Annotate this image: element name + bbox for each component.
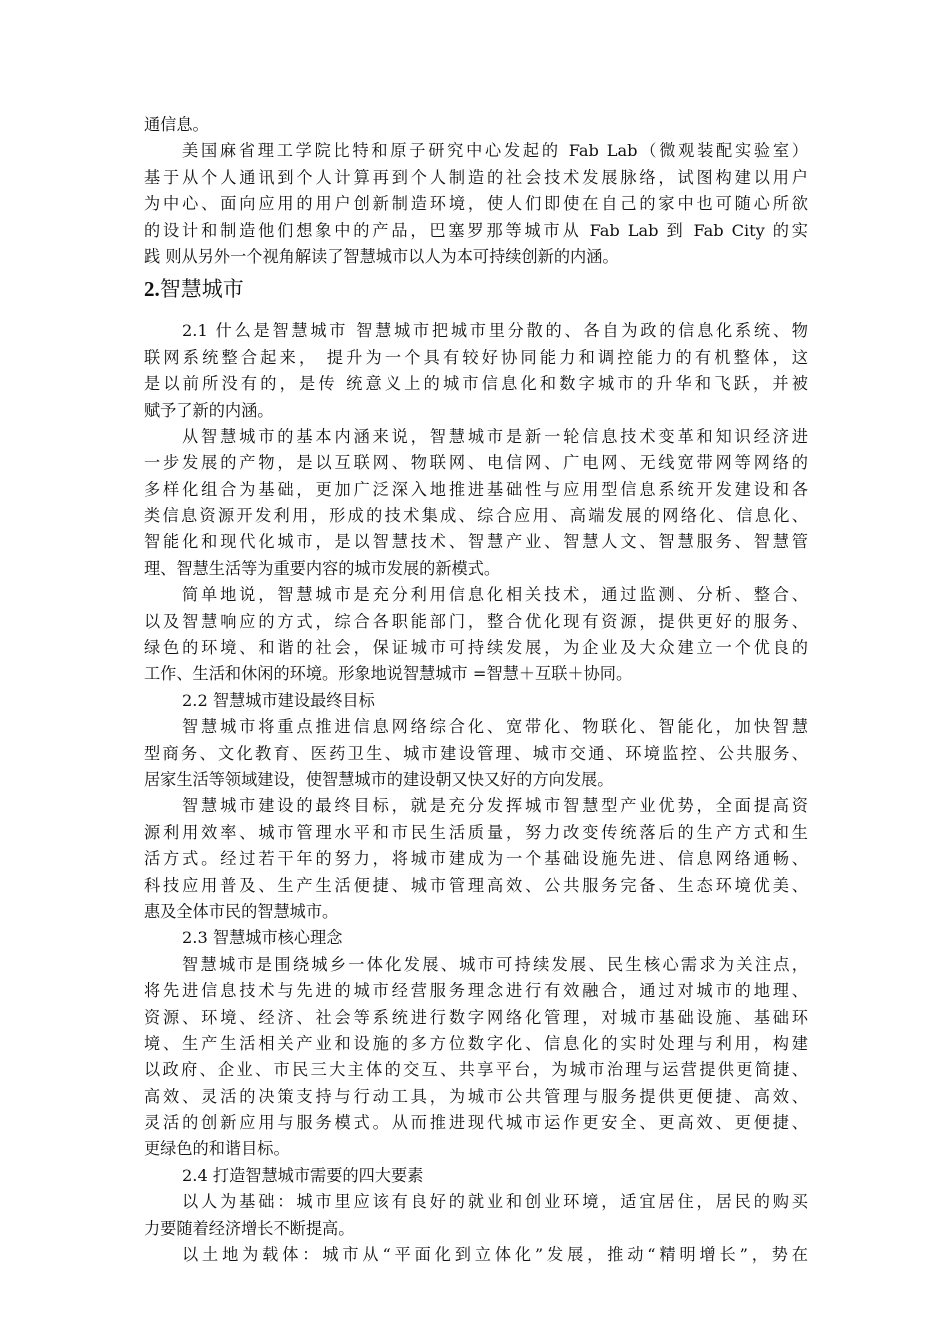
section-title: 智慧城市 [159,277,244,302]
subsection-2-2-title: 2.2 智慧城市建设最终目标 [182,690,375,710]
intro-text-line: 美国麻省理工学院比特和原子研究中心发起的 Fab Lab（微观装配实验室） [182,141,808,161]
section-number: 2. [144,277,160,302]
subsection-2-3-line: 资源、环境、经济、社会等系统进行数字网络化管理，对城市基础设施、基础环 [144,1007,808,1027]
basic-meaning-line: 一步发展的产物，是以互联网、物联网、电信网、广电网、无线宽带网等网络的 [144,453,808,473]
basic-meaning-line: 类信息资源开发利用，形成的技术集成、综合应用、高端发展的网络化、信息化、 [144,506,808,526]
subsection-2-4-title: 2.4 打造智慧城市需要的四大要素 [182,1165,424,1185]
subsection-2-4-line: 以人为基础：城市里应该有良好的就业和创业环境，适宜居住，居民的购买 [182,1192,808,1212]
simple-definition-line: 以及智慧响应的方式，综合各职能部门，整合优化现有资源，提供更好的服务、 [144,611,808,631]
subsection-2-3-line: 智慧城市是围绕城乡一体化发展、城市可持续发展、民生核心需求为关注点， [182,954,808,974]
subsection-2-2-line: 源利用效率、城市管理水平和市民生活质量，努力改变传统落后的生产方式和生 [144,822,808,842]
subsection-2-1-line: 2.1 什么是智慧城市 智慧城市把城市里分散的、各自为政的信息化系统、物 [182,321,808,341]
subsection-2-2-line: 型商务、文化教育、医药卫生、城市建设管理、城市交通、环境监控、公共服务、 [144,743,808,763]
subsection-2-1-line: 联网系统整合起来， 提升为一个具有较好协同能力和调控能力的有机整体，这 [144,347,808,367]
subsection-2-1-line: 赋予了新的内涵。 [144,400,274,420]
intro-text-line: 通信息。 [144,115,209,134]
intro-text-line: 践 则从另外一个视角解读了智慧城市以人为本可持续创新的内涵。 [144,246,619,266]
simple-definition-line: 简单地说，智慧城市是充分利用信息化相关技术，通过监测、分析、整合、 [182,585,808,605]
subsection-2-2-line: 惠及全体市民的智慧城市。 [144,901,339,921]
subsection-2-3-line: 更绿色的和谐目标。 [144,1139,290,1159]
intro-text-line: 的设计和制造他们想象中的产品，巴塞罗那等城市从 Fab Lab 到 Fab City 的实 [144,220,808,240]
subsection-2-2-line: 科技应用普及、生产生活便捷、城市管理高效、公共服务完备、生态环境优美、 [144,875,808,895]
subsection-2-2-line: 智慧城市建设的最终目标，就是充分发挥城市智慧型产业优势，全面提高资 [182,796,808,816]
subsection-2-3-line: 境、生产生活相关产业和设施的多方位数字化、信息化的实时处理与利用，构建 [144,1033,808,1053]
subsection-2-2-line: 居家生活等领域建设，使智慧城市的建设朝又快又好的方向发展。 [144,769,614,789]
subsection-2-3-line: 以政府、企业、市民三大主体的交互、共享平台，为城市治理与运营提供更简捷、 [144,1060,808,1080]
intro-text-line: 为中心、面向应用的用户创新制造环境，使人们即使在自己的家中也可随心所欲 [144,194,808,214]
subsection-2-2-line: 智慧城市将重点推进信息网络综合化、宽带化、物联化、智能化，加快智慧 [182,717,808,737]
subsection-2-3-line: 灵活的创新应用与服务模式。从而推进现代城市运作更安全、更高效、更便捷、 [144,1113,808,1133]
subsection-2-4-line: 以土地为载体：城市从“平面化到立体化”发展，推动“精明增长”，势在 [182,1245,808,1265]
subsection-2-3-line: 将先进信息技术与先进的城市经营服务理念进行有效融合，通过对城市的地理、 [144,981,808,1001]
subsection-2-4-line: 力要随着经济增长不断提高。 [144,1218,355,1238]
subsection-2-3-line: 高效、灵活的决策支持与行动工具，为城市公共管理与服务提供更便捷、高效、 [144,1086,808,1106]
subsection-2-3-title: 2.3 智慧城市核心理念 [182,928,343,948]
basic-meaning-line: 智能化和现代化城市，是以智慧技术、智慧产业、智慧人文、智慧服务、智慧管 [144,532,808,552]
subsection-2-1-line: 是以前所没有的，是传 统意义上的城市信息化和数字城市的升华和飞跃，并被 [144,374,808,394]
basic-meaning-line: 理、智慧生活等为重要内容的城市发展的新模式。 [144,558,501,578]
basic-meaning-line: 多样化组合为基础，更加广泛深入地推进基础性与应用型信息系统开发建设和各 [144,479,808,499]
basic-meaning-line: 从智慧城市的基本内涵来说，智慧城市是新一轮信息技术变革和知识经济进 [182,426,808,446]
simple-definition-line: 工作、生活和休闲的环境。形象地说智慧城市 =智慧＋互联＋协同。 [144,664,633,684]
document-page [144,112,808,1268]
intro-text-line: 基于从个人通讯到个人计算再到个人制造的社会技术发展脉络，试图构建以用户 [144,167,808,187]
simple-definition-line: 绿色的环境、和谐的社会，保证城市可持续发展，为企业及大众建立一个优良的 [144,638,808,658]
subsection-2-2-line: 活方式。经过若干年的努力，将城市建成为一个基础设施先进、信息网络通畅、 [144,849,808,869]
section-heading [144,274,808,304]
